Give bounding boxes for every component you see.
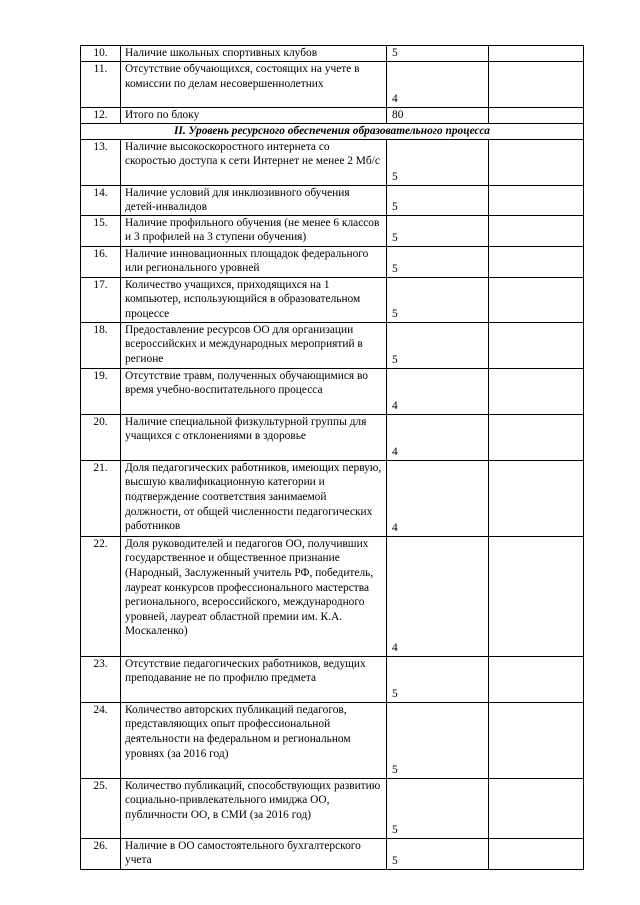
row-number: 12.	[81, 108, 121, 124]
empty-cell	[489, 536, 584, 656]
criterion-name: Наличие профильного обучения (не менее 6 классов и 3 профилей на 3 ступени обучения)	[121, 215, 387, 246]
row-number: 23.	[81, 656, 121, 702]
score-cell: 5	[387, 139, 489, 185]
score-cell: 5	[387, 215, 489, 246]
empty-cell	[489, 322, 584, 368]
score-cell: 5	[387, 322, 489, 368]
score-cell: 4	[387, 368, 489, 414]
criterion-name: Наличие школьных спортивных клубов	[121, 46, 387, 62]
empty-cell	[489, 368, 584, 414]
criterion-name: Количество публикаций, способствующих развитию социально-привлекательного имиджа ОО, публичности ОО, в СМИ (за 2016 год)	[121, 778, 387, 838]
table-row	[81, 322, 584, 368]
row-number: 17.	[81, 277, 121, 322]
table-row	[81, 185, 584, 215]
criterion-name: Предоставление ресурсов ОО для организации всероссийских и международных мероприятий в регионе	[121, 322, 387, 368]
empty-cell	[489, 62, 584, 108]
score-cell: 5	[387, 277, 489, 322]
table-row	[81, 702, 584, 778]
score-cell: 5	[387, 246, 489, 277]
criterion-name: Доля педагогических работников, имеющих первую, высшую квалификационную категории и подтверждение соответствия занимаемой должности, от общей численности педагогических работников	[121, 460, 387, 536]
criterion-name: Отсутствие травм, полученных обучающимися во время учебно-воспитательного процесса	[121, 368, 387, 414]
table-row	[81, 139, 584, 185]
empty-cell	[489, 460, 584, 536]
row-number: 10.	[81, 46, 121, 62]
criterion-name: Отсутствие педагогических работников, ведущих преподавание не по профилю предмета	[121, 656, 387, 702]
row-number: 19.	[81, 368, 121, 414]
empty-cell	[489, 215, 584, 246]
empty-cell	[489, 139, 584, 185]
row-number: 14.	[81, 185, 121, 215]
score-cell: 80	[387, 108, 489, 124]
table-row	[81, 368, 584, 414]
criterion-name: Итого по блоку	[121, 108, 387, 124]
criterion-name: Наличие высокоскоростного интернета со скоростью доступа к сети Интернет не менее 2 Мб/с	[121, 139, 387, 185]
empty-cell	[489, 185, 584, 215]
row-number: 20.	[81, 414, 121, 460]
row-number: 22.	[81, 536, 121, 656]
empty-cell	[489, 414, 584, 460]
row-number: 21.	[81, 460, 121, 536]
row-number: 16.	[81, 246, 121, 277]
table-row	[81, 246, 584, 277]
score-cell: 5	[387, 778, 489, 838]
row-number: 13.	[81, 139, 121, 185]
criterion-name: Количество авторских публикаций педагогов, представляющих опыт профессиональной деятельности на федеральном и региональном уровнях (за 2016 год)	[121, 702, 387, 778]
row-number: 25.	[81, 778, 121, 838]
table-row	[81, 414, 584, 460]
criterion-name: Наличие в ОО самостоятельного бухгалтерского учета	[121, 838, 387, 869]
empty-cell	[489, 778, 584, 838]
score-cell: 5	[387, 656, 489, 702]
criterion-name: Наличие инновационных площадок федерального или регионального уровней	[121, 246, 387, 277]
criteria-table-body	[81, 46, 584, 870]
score-cell: 5	[387, 185, 489, 215]
score-cell: 4	[387, 414, 489, 460]
score-cell: 4	[387, 536, 489, 656]
empty-cell	[489, 838, 584, 869]
row-number: 26.	[81, 838, 121, 869]
table-row	[81, 838, 584, 869]
criterion-name: Отсутствие обучающихся, состоящих на учете в комиссии по делам несовершеннолетних	[121, 62, 387, 108]
table-row	[81, 215, 584, 246]
table-row	[81, 778, 584, 838]
table-row	[81, 460, 584, 536]
score-cell: 5	[387, 702, 489, 778]
criteria-table	[80, 45, 584, 870]
criterion-name: Количество учащихся, приходящихся на 1 компьютер, использующийся в образовательном процессе	[121, 277, 387, 322]
empty-cell	[489, 656, 584, 702]
row-number: 24.	[81, 702, 121, 778]
row-number: 11.	[81, 62, 121, 108]
empty-cell	[489, 46, 584, 62]
table-row	[81, 536, 584, 656]
empty-cell	[489, 108, 584, 124]
empty-cell	[489, 277, 584, 322]
table-row	[81, 62, 584, 108]
row-number: 18.	[81, 322, 121, 368]
empty-cell	[489, 246, 584, 277]
table-row	[81, 46, 584, 62]
score-cell: 5	[387, 46, 489, 62]
section-heading-row	[81, 124, 584, 140]
score-cell: 4	[387, 460, 489, 536]
table-row	[81, 108, 584, 124]
row-number: 15.	[81, 215, 121, 246]
empty-cell	[489, 702, 584, 778]
criterion-name: Наличие условий для инклюзивного обучения детей-инвалидов	[121, 185, 387, 215]
score-cell: 4	[387, 62, 489, 108]
table-row	[81, 277, 584, 322]
criterion-name: Наличие специальной физкультурной группы для учащихся с отклонениями в здоровье	[121, 414, 387, 460]
section-heading: II. Уровень ресурсного обеспечения образовательного процесса	[81, 124, 584, 140]
score-cell: 5	[387, 838, 489, 869]
criterion-name: Доля руководителей и педагогов ОО, получивших государственное и общественное признание (Народный, Заслуженный учитель РФ, победитель, лауреат конкурсов профессионального мастерства регионального, всероссийского, международного уровней, лауреат областной премии им. К.А. Москаленко)	[121, 536, 387, 656]
table-row	[81, 656, 584, 702]
